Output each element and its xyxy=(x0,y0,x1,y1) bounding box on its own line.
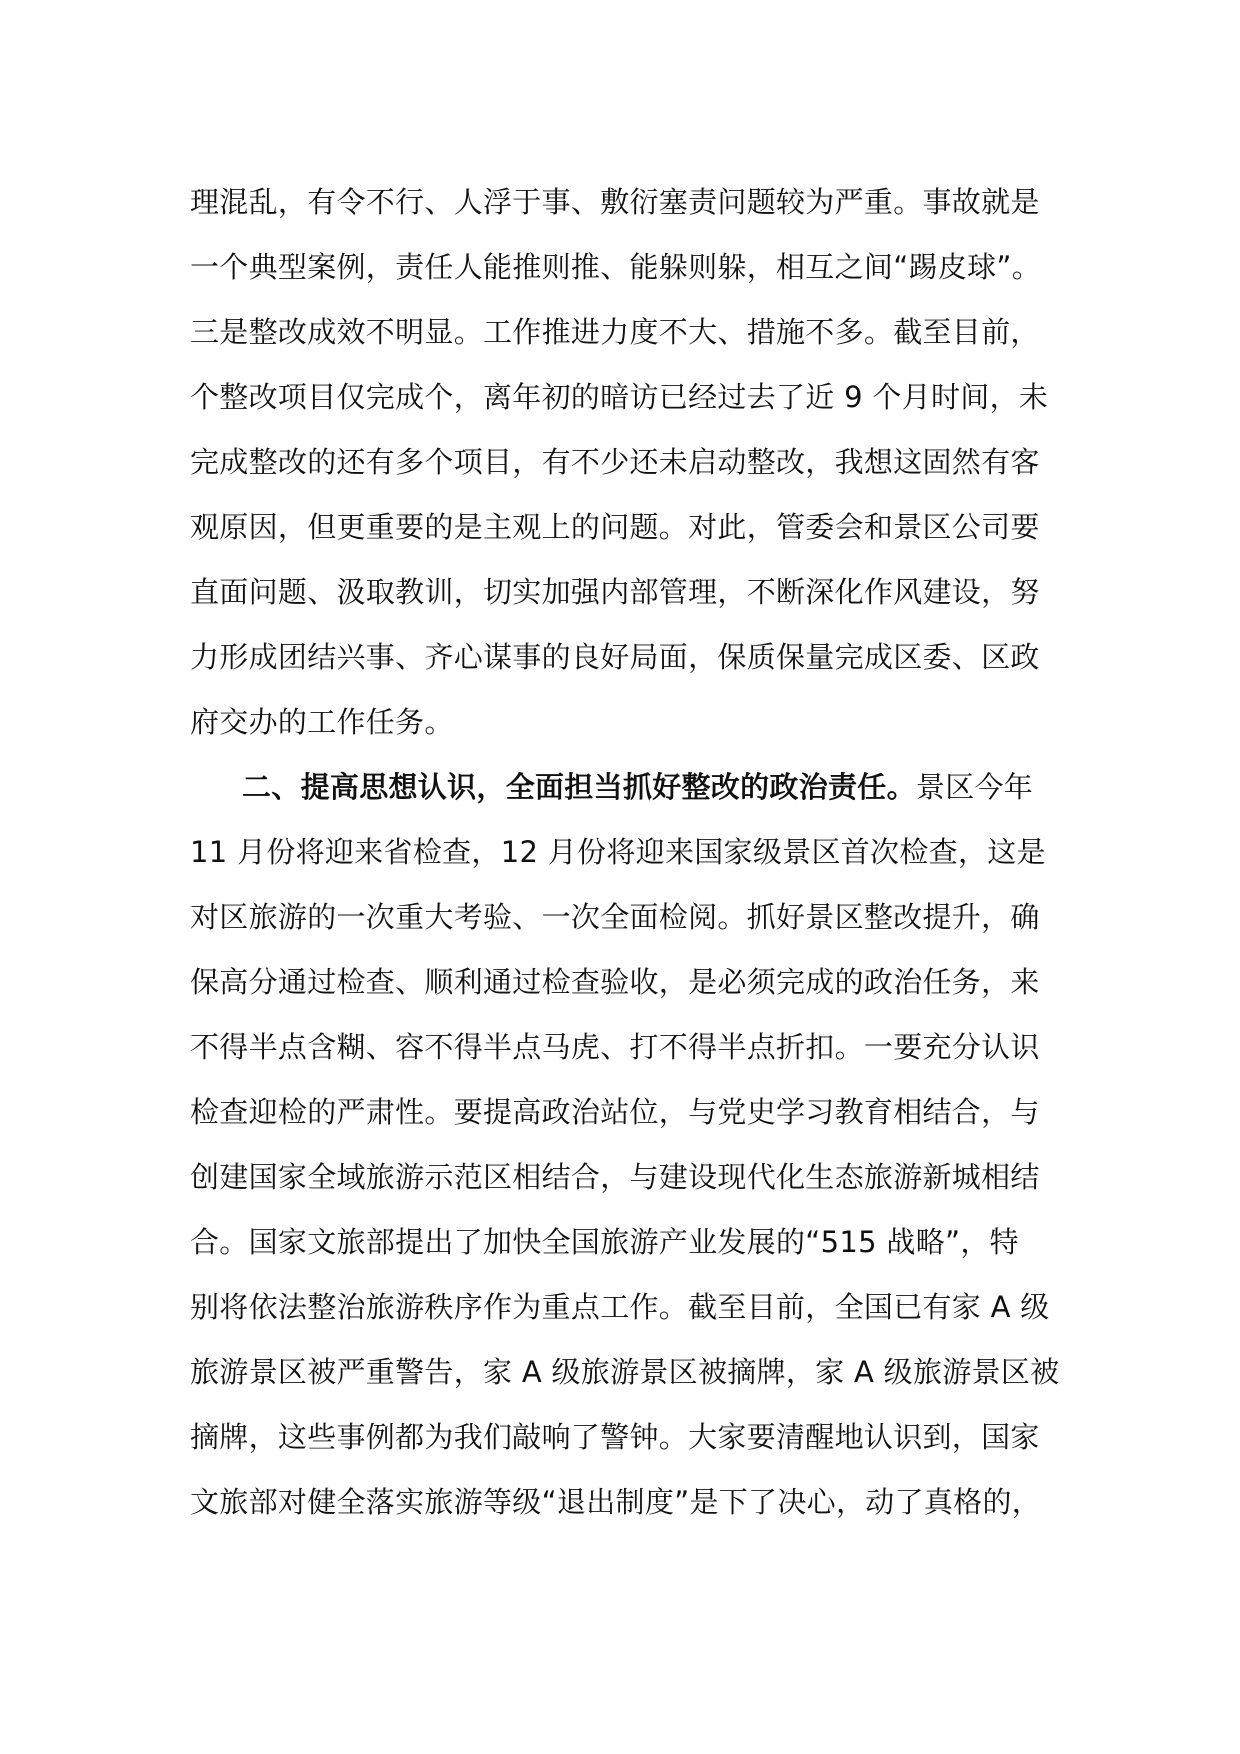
text-line: 不得半点含糊、容不得半点马虎、打不得半点折扣。一要充分认识 xyxy=(190,1030,1040,1064)
text-line: 保高分通过检查、顺利通过检查验收，是必须完成的政治任务，来 xyxy=(190,965,1040,999)
text-line: 直面问题、汲取教训，切实加强内部管理，不断深化作风建设，努 xyxy=(190,575,1040,609)
text-line: 摘牌，这些事例都为我们敲响了警钟。大家要清醒地认识到，国家 xyxy=(190,1420,1040,1454)
text-line: 三是整改成效不明显。工作推进力度不大、措施不多。截至目前， xyxy=(190,315,1040,349)
text-line: 文旅部对健全落实旅游等级“退出制度”是下了决心，动了真格的， xyxy=(190,1485,1042,1519)
paragraph-2 xyxy=(190,755,1070,1535)
text-line: 府交办的工作任务。 xyxy=(190,705,454,739)
paragraph-2-first-line xyxy=(190,755,1070,820)
text-line: 合。国家文旅部提出了加快全国旅游产业发展的“515 战略”，特 xyxy=(190,1225,1019,1259)
text-line: 理混乱，有令不行、人浮于事、敷衍塞责问题较为严重。事故就是 xyxy=(190,185,1040,219)
text-line: 完成整改的还有多个项目，有不少还未启动整改，我想这固然有客 xyxy=(190,445,1040,479)
text-line: 个整改项目仅完成个，离年初的暗访已经过去了近 9 个月时间，未 xyxy=(190,380,1049,414)
text-line: 对区旅游的一次重大考验、一次全面检阅。抓好景区整改提升，确 xyxy=(190,900,1040,934)
section-heading: 二、提高思想认识，全面担当抓好整改的政治责任。 xyxy=(242,770,916,804)
text-line: 11 月份将迎来省检查，12 月份将迎来国家级景区首次检查，这是 xyxy=(190,835,1046,869)
text-line: 力形成团结兴事、齐心谋事的良好局面，保质保量完成区委、区政 xyxy=(190,640,1040,674)
text-run: 景区今年 xyxy=(915,770,1034,804)
document-body xyxy=(190,170,1070,1535)
text-line: 创建国家全域旅游示范区相结合，与建设现代化生态旅游新城相结 xyxy=(190,1160,1040,1194)
text-line: 别将依法整治旅游秩序作为重点工作。截至目前，全国已有家 A 级 xyxy=(190,1290,1050,1324)
text-line: 旅游景区被严重警告，家 A 级旅游景区被摘牌，家 A 级旅游景区被 xyxy=(190,1355,1060,1389)
paragraph-1 xyxy=(190,170,1070,755)
text-line: 观原因，但更重要的是主观上的问题。对此，管委会和景区公司要 xyxy=(190,510,1040,544)
text-line: 检查迎检的严肃性。要提高政治站位，与党史学习教育相结合，与 xyxy=(190,1095,1040,1129)
text-line: 一个典型案例，责任人能推则推、能躲则躲，相互之间“踢皮球”。 xyxy=(190,250,1042,284)
